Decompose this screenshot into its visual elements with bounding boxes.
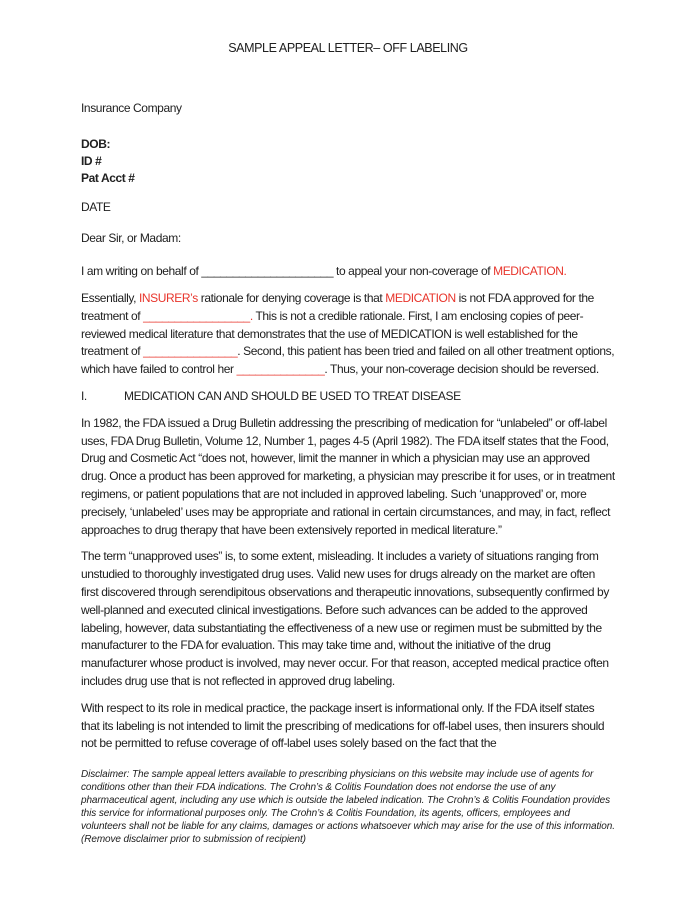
paragraph-fda-bulletin: In 1982, the FDA issued a Drug Bulletin addressing the prescribing of medication for “unlabeled” or off-label uses, FDA Drug Bulletin, Volume 12, Number 1, pages 4-5 (April 1982). The FDA itself states that the Food, Drug and Cosmetic Act “does not, however, limit the manner in which a physician may use an approved drug. Once a product has been approved for marketing, a physician may prescribe it for uses, or in treatment regimens, or patient populations that are not included in approved labeling. Such ‘unapproved’ or, more precisely, ‘unlabeled’ uses may be appropriate and rational in certain circumstances, and may, in fact, reflect approaches to drug therapy that have been extensively reported in medical literature.”	[81, 415, 615, 537]
rationale-text: is not FDA approved for the treatment of	[81, 290, 594, 323]
intro-text: I am writing on behalf of	[81, 264, 202, 279]
patient-name-blank: _____________________	[201, 264, 334, 279]
paragraph-rationale	[81, 290, 615, 379]
intro-text: to appeal your non-coverage of	[333, 264, 494, 279]
salutation: Dear Sir, or Madam:	[81, 231, 181, 246]
insurer-placeholder: INSURER’s	[138, 290, 198, 305]
rationale-text: Essentially,	[81, 290, 139, 305]
medication-placeholder: MEDICATION.	[493, 264, 567, 279]
paragraph-package-insert: With respect to its role in medical practice, the package insert is informational only. If the FDA itself states that its labeling is not intended to limit the prescribing of medications for off-label uses, then insurers should not be permitted to refuse coverage of off-label uses solely based on the fact that the	[81, 700, 605, 751]
condition-blank: _______________	[143, 344, 238, 359]
section-1-title: MEDICATION CAN AND SHOULD BE USED TO TREAT DISEASE	[124, 388, 461, 403]
rationale-text: . Second, this patient has been tried and failed on all other treatment options, which have failed to control her	[81, 344, 615, 377]
paragraph-intro	[81, 263, 615, 281]
date-placeholder: DATE	[81, 199, 111, 214]
section-1-number: I.	[81, 388, 87, 403]
condition-blank: _________________.	[143, 308, 253, 323]
rationale-text: . Thus, your non-coverage decision should be reversed.	[324, 362, 599, 377]
medication-placeholder: MEDICATION	[385, 290, 456, 305]
paragraph-unapproved-uses: The term “unapproved uses” is, to some extent, misleading. It includes a variety of situations ranging from unstudied to thoroughly investigated drug uses. Valid new uses for drugs already on the market are often first discovered through serendipitous observations and therapeutic innovations, subsequently confirmed by well-planned and executed clinical investigations. Before such advances can be added to the approved labeling, however, data substantiating the effectiveness of a new use or regimen must be submitted by the manufacturer to the FDA for evaluation. This may take time and, without the initiative of the drug manufacturer whose product is involved, may never occur. For that reason, accepted medical practice often includes drug use that is not reflected in approved drug labeling.	[81, 549, 609, 688]
rationale-text: This is not a credible rationale. First, I am enclosing copies of peer-reviewed medical literature that demonstrates that the use of MEDICATION is well established for the treatment of	[81, 308, 584, 359]
letter-body	[81, 40, 615, 766]
rationale-text: rationale for denying coverage is that	[197, 290, 386, 305]
field-patient-account: Pat Acct #	[81, 170, 135, 185]
patient-fields	[81, 136, 615, 187]
page-title: SAMPLE APPEAL LETTER– OFF LABELING	[228, 41, 468, 55]
field-dob: DOB:	[81, 136, 111, 151]
recipient-line: Insurance Company	[81, 100, 182, 115]
section-1-heading	[81, 388, 615, 406]
disclaimer-text: Disclaimer: The sample appeal letters available to prescribing physicians on this website may include use of agents for conditions other than their FDA indications. The Crohn’s & Colitis Foundation does not endorse the use of any pharmaceutical agent, including any use which is outside the labeled indication. The Crohn’s & Colitis Foundation provides this service for informational purposes only. The Crohn’s & Colitis Foundation, its agents, officers, employees and volunteers shall not be liable for any claims, damages or actions whatsoever which may arise for the use of this information. (Remove disclaimer prior to submission of recipient)	[81, 768, 617, 846]
condition-blank: ______________	[236, 362, 325, 377]
field-id-number: ID #	[81, 153, 102, 168]
